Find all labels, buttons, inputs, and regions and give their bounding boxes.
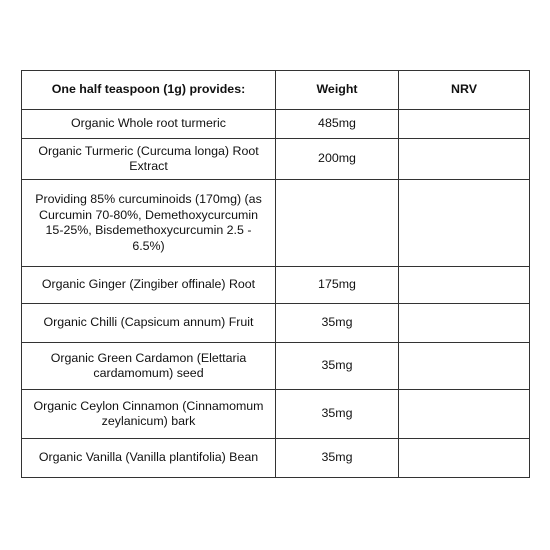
header-row: [22, 71, 530, 110]
weight-cell: 485mg: [276, 110, 399, 139]
weight-cell: 200mg: [276, 139, 399, 180]
header-weight: Weight: [276, 71, 399, 110]
nrv-cell: [399, 267, 530, 304]
table-row: [22, 267, 530, 304]
weight-cell: 35mg: [276, 304, 399, 343]
ingredient-cell: Organic Whole root turmeric: [22, 110, 276, 139]
ingredient-cell: Organic Ceylon Cinnamon (Cinnamomum zeylanicum) bark: [22, 390, 276, 439]
weight-cell: 35mg: [276, 439, 399, 478]
weight-cell: [276, 180, 399, 267]
weight-cell: 175mg: [276, 267, 399, 304]
ingredient-cell: Organic Chilli (Capsicum annum) Fruit: [22, 304, 276, 343]
weight-cell: 35mg: [276, 390, 399, 439]
nrv-cell: [399, 110, 530, 139]
header-nrv: NRV: [399, 71, 530, 110]
nrv-cell: [399, 180, 530, 267]
header-ingredient: One half teaspoon (1g) provides:: [22, 71, 276, 110]
table-row: [22, 439, 530, 478]
weight-cell: 35mg: [276, 343, 399, 390]
ingredient-cell: Providing 85% curcuminoids (170mg) (as Curcumin 70-80%, Demethoxycurcumin 15-25%, Bisdemethoxycurcumin 2.5 - 6.5%): [22, 180, 276, 267]
table-row: [22, 390, 530, 439]
table-body: [22, 110, 530, 478]
nutrition-table: [21, 70, 530, 478]
nrv-cell: [399, 439, 530, 478]
ingredient-cell: Organic Ginger (Zingiber offinale) Root: [22, 267, 276, 304]
ingredient-cell: Organic Vanilla (Vanilla plantifolia) Bean: [22, 439, 276, 478]
nrv-cell: [399, 139, 530, 180]
ingredient-cell: Organic Green Cardamon (Elettaria cardamomum) seed: [22, 343, 276, 390]
table-row: [22, 343, 530, 390]
ingredient-cell: Organic Turmeric (Curcuma longa) Root Extract: [22, 139, 276, 180]
table-row: [22, 304, 530, 343]
table-row: [22, 180, 530, 267]
nrv-cell: [399, 390, 530, 439]
nrv-cell: [399, 343, 530, 390]
table-row: [22, 139, 530, 180]
table-header: [22, 71, 530, 110]
nrv-cell: [399, 304, 530, 343]
table-row: [22, 110, 530, 139]
